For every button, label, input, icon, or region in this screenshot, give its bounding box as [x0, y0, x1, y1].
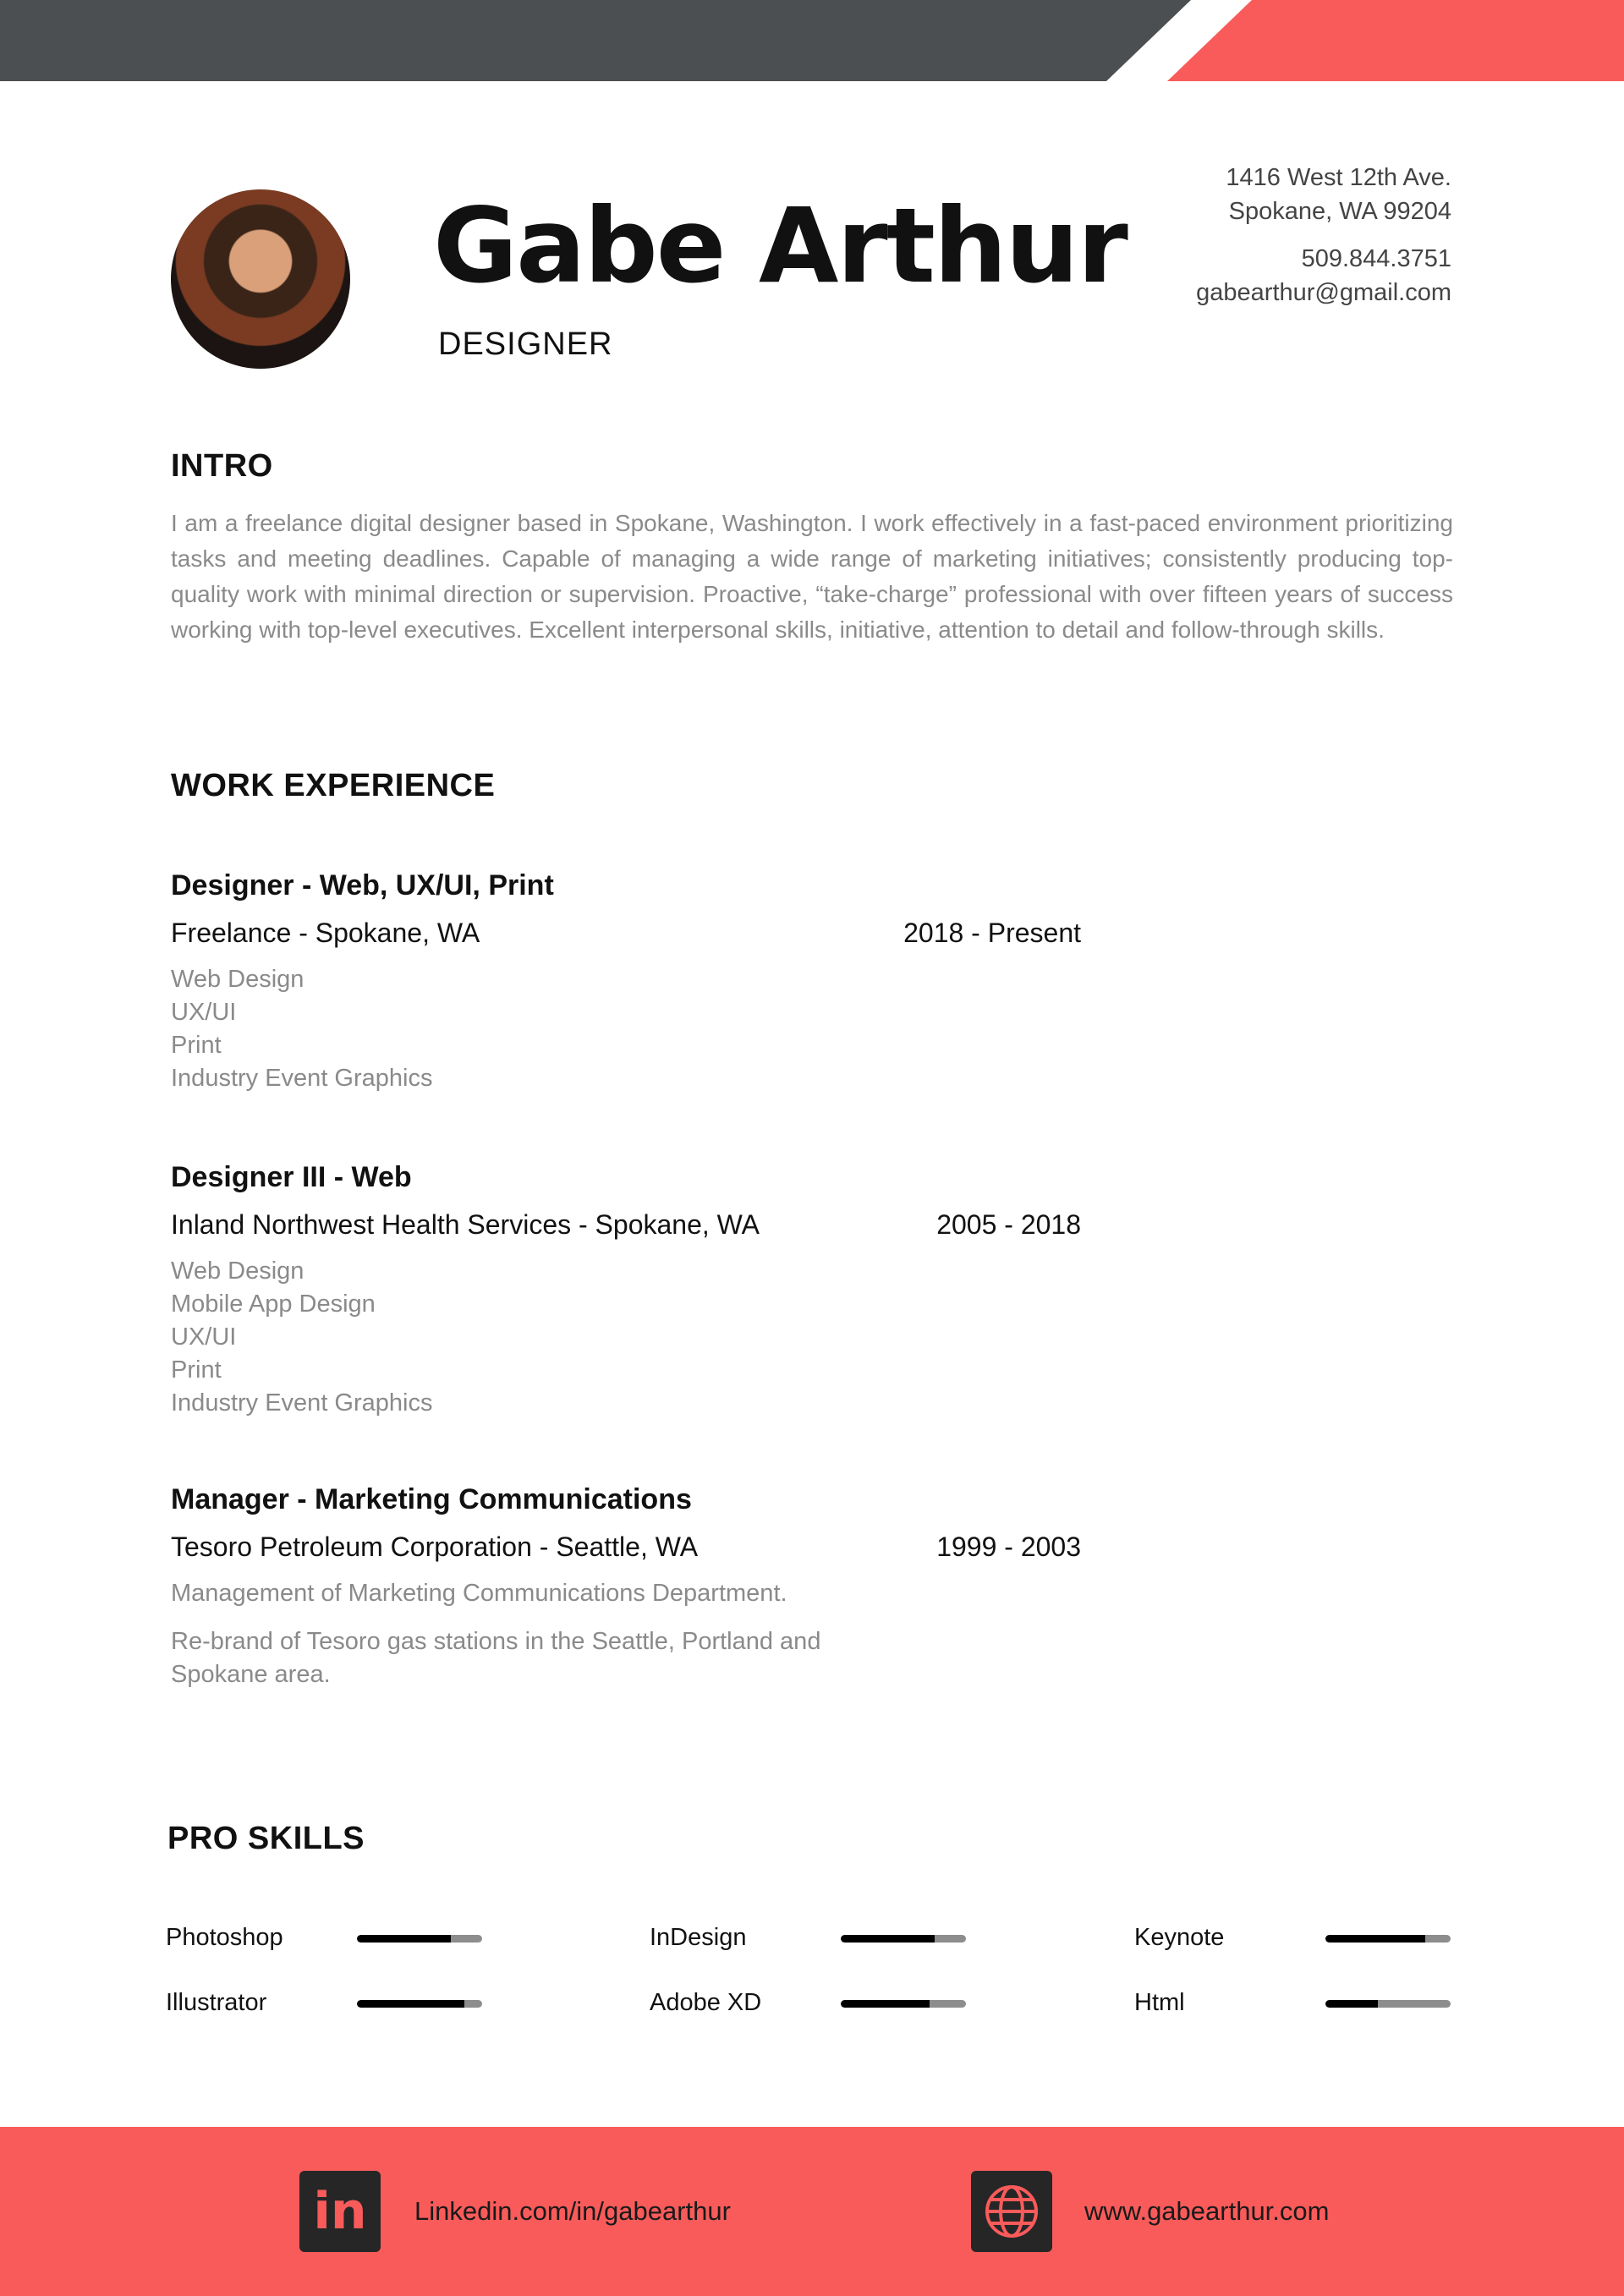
duty-item: Print — [171, 1032, 222, 1059]
skill-keynote — [1134, 1921, 1456, 1954]
duty-item: Web Design — [171, 966, 304, 993]
skill-level-fill — [1325, 1935, 1425, 1943]
globe-icon-graphic — [971, 2171, 1052, 2252]
job-dates: 1999 - 2003 — [936, 1532, 1081, 1562]
banner-accent-shape — [1167, 0, 1624, 81]
company-location: Freelance - Spokane, WA — [171, 918, 480, 948]
skill-level-bar — [841, 2000, 966, 2008]
skill-illustrator — [166, 1986, 487, 2019]
skill-level-bar — [841, 1935, 966, 1943]
email-address: gabearthur@gmail.com — [1196, 279, 1451, 306]
job-company — [171, 909, 1081, 956]
job-description: Re-brand of Tesoro gas stations in the Seattle, Portland and Spokane area. — [171, 1628, 821, 1688]
job-company — [171, 1201, 1081, 1248]
duty-item: Mobile App Design — [171, 1290, 376, 1318]
linkedin-icon[interactable] — [299, 2171, 381, 2252]
skill-name: Photoshop — [166, 1924, 283, 1951]
duty-item: Web Design — [171, 1258, 304, 1285]
globe-icon[interactable] — [971, 2171, 1052, 2252]
job-duties — [171, 1255, 1081, 1420]
duty-item: Industry Event Graphics — [171, 1065, 433, 1092]
skill-name: Keynote — [1134, 1924, 1225, 1951]
pro-skills-heading: PRO SKILLS — [167, 1821, 365, 1856]
skill-name: Html — [1134, 1989, 1185, 2016]
intro-heading: INTRO — [171, 448, 273, 484]
skill-level-bar — [1325, 1935, 1451, 1943]
skill-html — [1134, 1986, 1456, 2019]
skill-level-bar — [1325, 2000, 1451, 2008]
address-line-1: 1416 West 12th Ave. — [1226, 164, 1451, 191]
skill-level-fill — [1325, 2000, 1378, 2008]
company-location: Inland Northwest Health Services - Spokane, WA — [171, 1209, 760, 1240]
linkedin-icon-glyph: in — [313, 2182, 367, 2241]
job-entry-3 — [171, 1476, 1081, 1691]
job-role: Manager - Marketing Communications — [171, 1483, 692, 1515]
job-company — [171, 1523, 1081, 1570]
linkedin-link[interactable]: Linkedin.com/in/gabearthur — [414, 2196, 731, 2226]
skill-level-fill — [357, 1935, 451, 1943]
job-entry-2 — [171, 1153, 1081, 1420]
skill-name: Illustrator — [166, 1989, 267, 2016]
address-line-2: Spokane, WA 99204 — [1228, 198, 1451, 225]
banner-dark-shape — [0, 0, 1191, 81]
duty-item: UX/UI — [171, 999, 237, 1026]
job-dates: 2018 - Present — [903, 918, 1081, 948]
intro-text: I am a freelance digital designer based in Spokane, Washington. I work effectively in a fast-paced environment prioritizing tasks and meeting deadlines. Capable of managing a wide range of marketing initiatives; consistently producing top-quality work with minimal direction or supervision. Proactive, “take-charge” professional with over fifteen years of success working with top-level executives. Excellent interpersonal skills, initiative, attention to detail and follow-through skills. — [171, 510, 1453, 643]
top-banner — [0, 0, 1624, 81]
skill-name: Adobe XD — [650, 1989, 762, 2016]
skill-level-fill — [841, 2000, 930, 2008]
job-entry-1 — [171, 862, 1081, 1095]
skill-photoshop — [166, 1921, 487, 1954]
contact-info — [1196, 161, 1451, 310]
job-description: Management of Marketing Communications Department. — [171, 1580, 787, 1607]
skill-level-fill — [841, 1935, 935, 1943]
full-name: Gabe Arthur — [433, 186, 1127, 306]
job-duties — [171, 963, 1081, 1095]
skill-level-bar — [357, 1935, 482, 1943]
website-link[interactable]: www.gabearthur.com — [1084, 2196, 1330, 2226]
phone-number: 509.844.3751 — [1301, 245, 1451, 272]
duty-item: UX/UI — [171, 1323, 237, 1351]
footer — [0, 2127, 1624, 2296]
skill-name: InDesign — [650, 1924, 747, 1951]
skill-level-bar — [357, 2000, 482, 2008]
duty-item: Industry Event Graphics — [171, 1389, 433, 1417]
company-location: Tesoro Petroleum Corporation - Seattle, WA — [171, 1532, 699, 1562]
skill-adobe-xd — [650, 1986, 971, 2019]
duty-item: Print — [171, 1356, 222, 1384]
job-title: DESIGNER — [438, 326, 613, 362]
job-role: Designer III - Web — [171, 1161, 412, 1193]
job-dates: 2005 - 2018 — [936, 1209, 1081, 1240]
work-experience-heading: WORK EXPERIENCE — [171, 768, 496, 803]
profile-photo — [171, 189, 350, 369]
job-role: Designer - Web, UX/UI, Print — [171, 869, 554, 901]
skill-indesign — [650, 1921, 971, 1954]
skill-level-fill — [357, 2000, 464, 2008]
